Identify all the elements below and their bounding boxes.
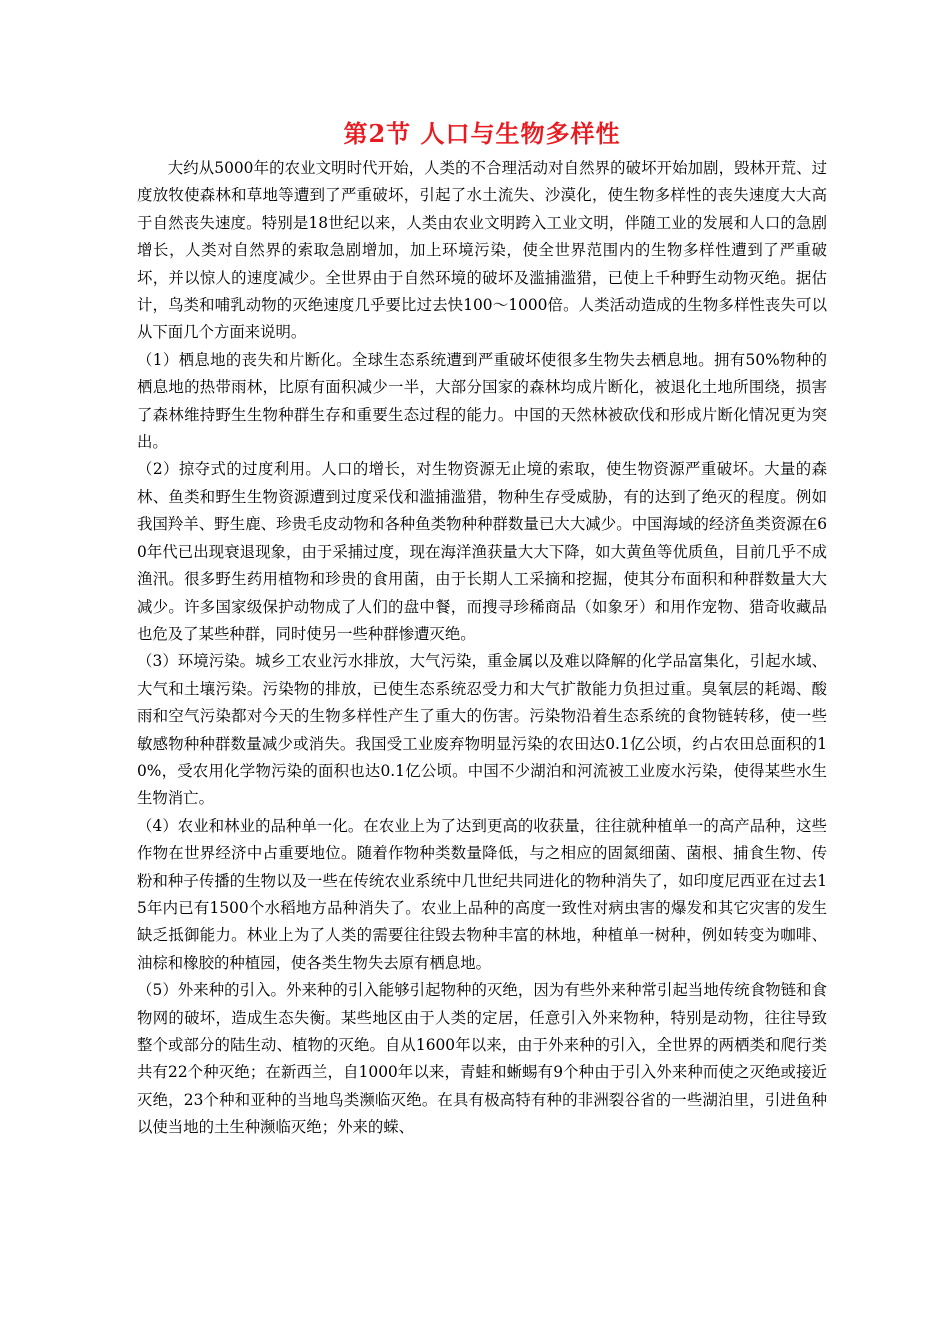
paragraph-overexploitation: （2）掠夺式的过度利用。人口的增长，对生物资源无止境的索取，使生物资源严重破坏。大量的森林、鱼类和野生生物资源遭到过度采伐和滥捕滥猎，物种生存受威胁，有的达到了绝灭的程度。例如我国羚羊、野生鹿、珍贵毛皮动物和各种鱼类物种种群数量已大大减少。中国海域的经济鱼类资源在60年代已出现衰退现象，由于采捕过度，现在海洋渔获量大大下降，如大黄鱼等优质鱼，目前几乎不成渔汛。很多野生药用植物和珍贵的食用菌，由于长期人工采摘和挖掘，使其分布面积和种群数量大大减少。许多国家级保护动物成了人们的盘中餐，而搜寻珍稀商品（如象牙）和用作宠物、猎奇收藏品也危及了某些种群，同时使另一些种群惨遭灭绝。 <box>137 460 827 643</box>
document-page <box>137 117 827 1142</box>
paragraph-habitat-loss: （1）栖息地的丧失和片断化。全球生态系统遭到严重破坏使很多生物失去栖息地。拥有50%物种的栖息地的热带雨林，比原有面积减少一半，大部分国家的森林均成片断化，被退化土地所围绕，损害了森林维持野生生物种群生存和重要生态过程的能力。中国的天然林被砍伐和形成片断化情况更为突出。 <box>137 350 827 452</box>
paragraph-invasive-species: （5）外来种的引入。外来种的引入能够引起物种的灭绝，因为有些外来种常引起当地传统食物链和食物网的破坏，造成生态失衡。某些地区由于人类的定居，任意引入外来物种，特别是动物，往往导致整个或部分的陆生动、植物的灭绝。自从1600年以来，由于外来种的引入，全世界的两栖类和爬行类共有22个种灭绝；在新西兰，自1000年以来，青蛙和蜥蜴有9个种由于引入外来种而使之灭绝或接近灭绝，23个种和亚种的当地鸟类濒临灭绝。在具有极高特有种的非洲裂谷省的一些湖泊里，引进鱼种以使当地的土生种濒临灭绝；外来的蝾、 <box>137 981 827 1137</box>
paragraph-pollution: （3）环境污染。城乡工农业污水排放，大气污染，重金属以及难以降解的化学品富集化，引起水域、大气和土壤污染。污染物的排放，已使生态系统忍受力和大气扩散能力负担过重。臭氧层的耗竭、酸雨和空气污染都对今天的生物多样性产生了重大的伤害。污染物沿着生态系统的食物链转移，使一些敏感物种种群数量减少或消失。我国受工业废弃物明显污染的农田达0.1亿公顷，约占农田总面积的10%，受农用化学物污染的面积也达0.1亿公顷。中国不少湖泊和河流被工业废水污染，使得某些水生生物消亡。 <box>137 652 827 808</box>
intro-paragraph: 大约从5000年的农业文明时代开始，人类的不合理活动对自然界的破坏开始加剧，毁林开荒、过度放牧使森林和草地等遭到了严重破坏，引起了水土流失、沙漠化，使生物多样性的丧失速度大大高于自然丧失速度。特别是18世纪以来，人类由农业文明跨入工业文明，伴随工业的发展和人口的急剧增长，人类对自然界的索取急剧增加，加上环境污染，使全世界范围内的生物多样性遭到了严重破坏，并以惊人的速度减少。全世界由于自然环境的破坏及滥捕滥猎，已使上千种野生动物灭绝。据估计，鸟类和哺乳动物的灭绝速度几乎要比过去快100～1000倍。人类活动造成的生物多样性丧失可以从下面几个方面来说明。 <box>137 159 827 342</box>
section-title: 第2节 人口与生物多样性 <box>343 119 621 148</box>
paragraph-monoculture: （4）农业和林业的品种单一化。在农业上为了达到更高的收获量，往往就种植单一的高产品种，这些作物在世界经济中占重要地位。随着作物种类数量降低，与之相应的固氮细菌、菌根、捕食生物、传粉和种子传播的生物以及一些在传统农业系统中几世纪共同进化的物种消失了，如印度尼西亚在过去15年内已有1500个水稻地方品种消失了。农业上品种的高度一致性对病虫害的爆发和其它灾害的发生缺乏抵御能力。林业上为了人类的需要往往毁去物种丰富的林地，种植单一树种，例如转变为咖啡、油棕和橡胶的种植园，使各类生物失去原有栖息地。 <box>137 816 827 972</box>
